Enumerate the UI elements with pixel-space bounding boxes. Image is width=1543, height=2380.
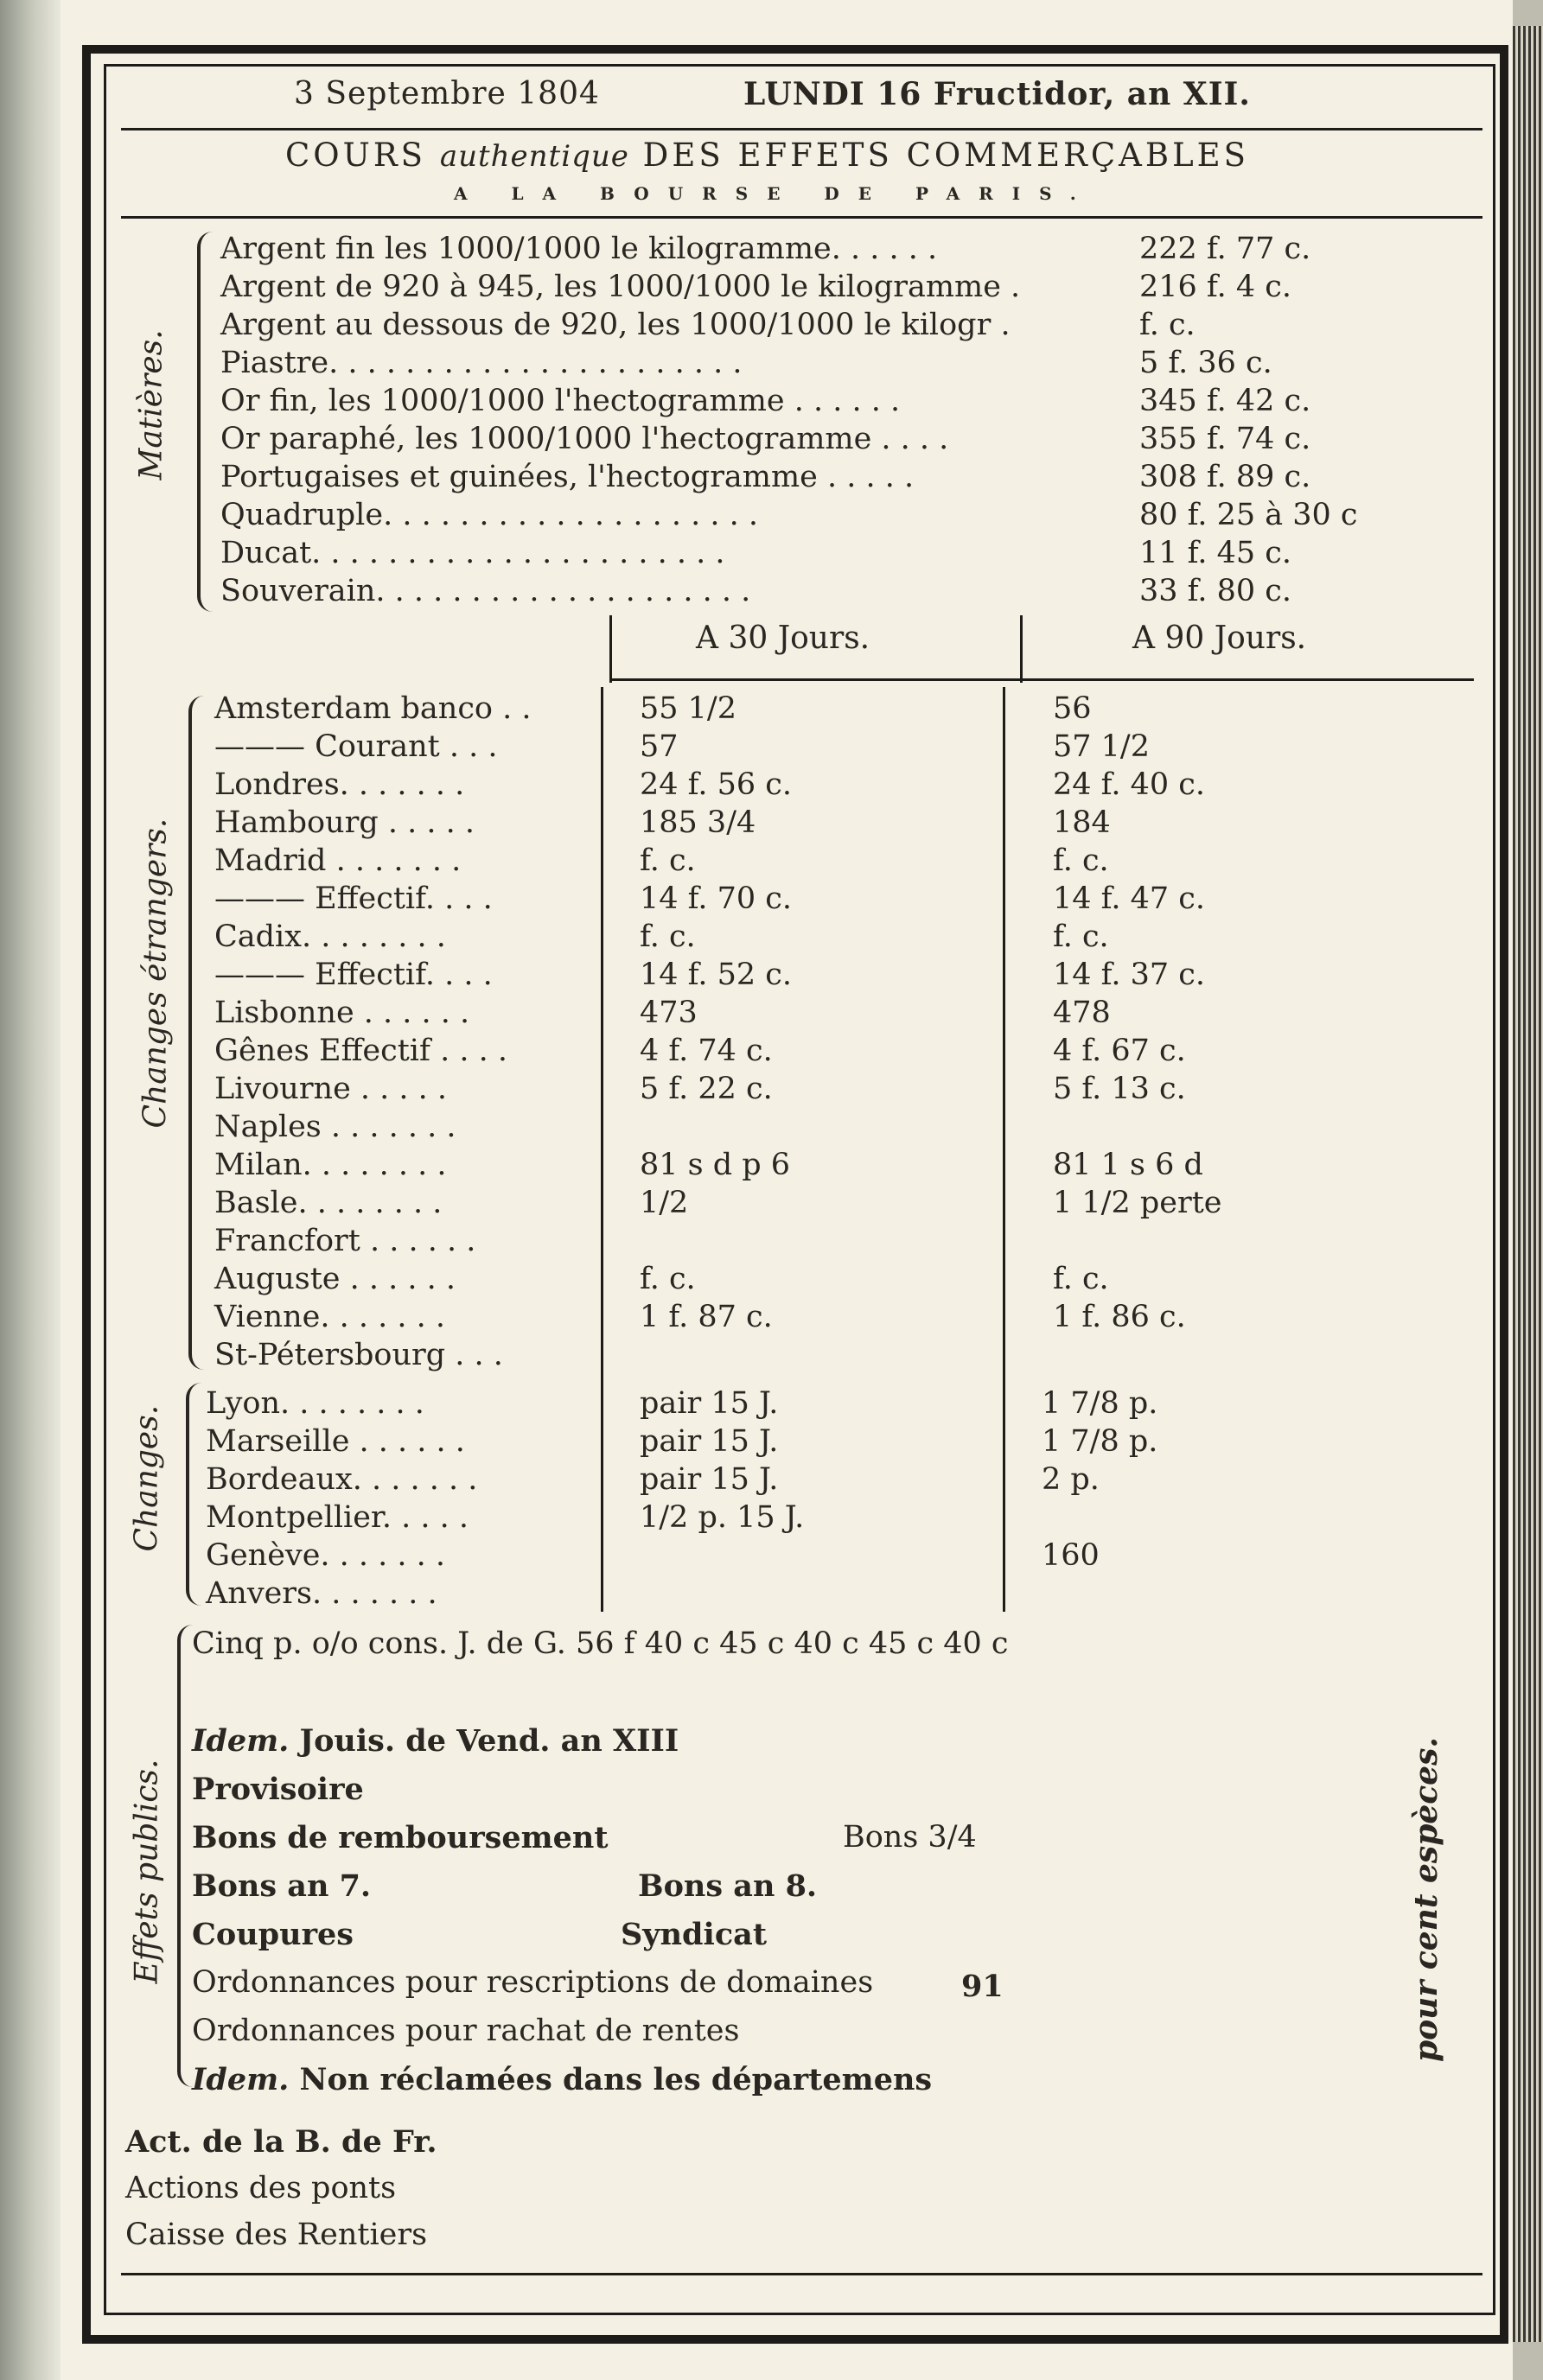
non-reclamees-text: Non réclamées dans les départemens	[299, 2062, 933, 2097]
matiere-value: 80 f. 25 à 30 c	[1139, 498, 1358, 532]
change-etranger-90j: 1 1/2 perte	[1053, 1186, 1222, 1220]
matiere-value: f. c.	[1139, 308, 1196, 342]
cinq-pour-cent: Cinq p. o/o cons. J. de G. 56 f 40 c 45 c 40 c 45 c 40 c	[192, 1626, 1009, 1661]
change-30j: pair 15 J.	[640, 1424, 779, 1459]
change-etranger-90j: 5 f. 13 c.	[1053, 1072, 1186, 1106]
idem-italic: Idem.	[192, 1723, 290, 1759]
actions-des-ponts: Actions des ponts	[125, 2171, 397, 2205]
change-etranger-30j: f. c.	[640, 843, 696, 878]
page-title	[285, 137, 1249, 174]
change-etranger-30j: 1/2	[640, 1186, 689, 1220]
provisoire: Provisoire	[192, 1772, 364, 1807]
change-etranger-90j: 24 f. 40 c.	[1053, 767, 1206, 802]
change-etranger-90j: 57 1/2	[1053, 729, 1150, 764]
idem-non-reclamees	[192, 2062, 932, 2097]
matiere-name: Argent fin les 1000/1000 le kilogramme. . . . . .	[220, 232, 938, 266]
change-etranger-30j: 14 f. 70 c.	[640, 881, 793, 916]
change-etranger-30j: 4 f. 74 c.	[640, 1034, 773, 1068]
change-etranger-place: Livourne . . . . .	[214, 1072, 448, 1106]
col-divider-top-right	[1020, 615, 1023, 683]
change-30j: pair 15 J.	[640, 1462, 779, 1497]
idem-jouissance	[192, 1723, 679, 1759]
change-90j: 1 7/8 p.	[1042, 1424, 1158, 1459]
title-word-1: COURS	[285, 137, 427, 174]
change-place: Anvers. . . . . . .	[206, 1576, 437, 1611]
date-gregorian: 3 Septembre 1804	[294, 76, 600, 111]
change-etranger-place: ——— Courant . . .	[214, 729, 498, 764]
title-italic: authentique	[439, 139, 629, 174]
change-etranger-90j: 478	[1053, 996, 1111, 1030]
change-etranger-place: Vienne. . . . . . .	[214, 1300, 445, 1334]
change-etranger-place: Londres. . . . . . .	[214, 767, 465, 802]
change-etranger-place: Francfort . . . . . .	[214, 1224, 476, 1258]
bons-an-7: Bons an 7.	[192, 1868, 372, 1904]
column-header-30: A 30 Jours.	[696, 620, 870, 656]
change-etranger-place: Cadix. . . . . . . .	[214, 920, 446, 954]
footer-rule	[121, 2273, 1482, 2275]
col-divider-top-left	[609, 615, 612, 683]
change-90j: 1 7/8 p.	[1042, 1386, 1158, 1421]
change-etranger-place: Madrid . . . . . . .	[214, 843, 462, 878]
change-place: Marseille . . . . . .	[206, 1424, 465, 1459]
change-etranger-place: Naples . . . . . . .	[214, 1110, 456, 1144]
section-label-changes-etrangers: Changes étrangers.	[137, 818, 174, 1129]
change-etranger-30j: f. c.	[640, 1262, 696, 1296]
bons-remboursement: Bons de remboursement	[192, 1820, 609, 1855]
matiere-value: 222 f. 77 c.	[1139, 232, 1311, 266]
change-etranger-30j: 5 f. 22 c.	[640, 1072, 773, 1106]
matiere-name: Portugaises et guinées, l'hectogramme . . . . .	[220, 460, 915, 494]
change-place: Bordeaux. . . . . . .	[206, 1462, 478, 1497]
col-divider-right	[1003, 687, 1005, 1612]
book-binding	[0, 0, 61, 2380]
change-etranger-90j: 14 f. 47 c.	[1053, 881, 1206, 916]
matiere-value: 11 f. 45 c.	[1139, 536, 1292, 570]
title-rule	[121, 216, 1482, 219]
matiere-name: Ducat. . . . . . . . . . . . . . . . . . . . . .	[220, 536, 725, 570]
header-rule	[121, 128, 1482, 130]
change-etranger-30j: 55 1/2	[640, 691, 736, 726]
change-etranger-90j: 184	[1053, 805, 1111, 840]
change-etranger-90j: f. c.	[1053, 920, 1109, 954]
matiere-name: Or paraphé, les 1000/1000 l'hectogramme . . . .	[220, 422, 949, 456]
change-etranger-place: Basle. . . . . . . .	[214, 1186, 443, 1220]
change-etranger-place: Amsterdam banco . .	[214, 691, 532, 726]
section-label-matieres: Matières.	[133, 329, 169, 480]
matiere-name: Quadruple. . . . . . . . . . . . . . . . . . . .	[220, 498, 758, 532]
change-etranger-place: ——— Effectif. . . .	[214, 958, 493, 992]
change-90j: 2 p.	[1042, 1462, 1100, 1497]
matiere-value: 355 f. 74 c.	[1139, 422, 1311, 456]
page-subtitle: A LA BOURSE DE PARIS.	[454, 183, 1095, 204]
change-etranger-30j: 24 f. 56 c.	[640, 767, 793, 802]
jouissance-text: Jouis. de Vend. an XIII	[299, 1723, 679, 1759]
change-etranger-30j: 473	[640, 996, 698, 1030]
change-etranger-place: Gênes Effectif . . . .	[214, 1034, 507, 1068]
matiere-name: Piastre. . . . . . . . . . . . . . . . . . . . . .	[220, 346, 743, 380]
matiere-name: Or fin, les 1000/1000 l'hectogramme . . . . . .	[220, 384, 901, 418]
title-word-2: DES EFFETS COMMERÇABLES	[642, 137, 1250, 174]
column-header-rule	[609, 678, 1474, 681]
bons-an-8: Bons an 8.	[638, 1868, 818, 1904]
actions-banque-france: Act. de la B. de Fr.	[125, 2124, 437, 2160]
change-90j: 160	[1042, 1538, 1100, 1573]
side-label-pour-cent: pour cent espèces.	[1408, 1737, 1444, 2062]
coupures: Coupures	[192, 1917, 354, 1952]
change-etranger-90j: 1 f. 86 c.	[1053, 1300, 1186, 1334]
change-etranger-90j: 14 f. 37 c.	[1053, 958, 1206, 992]
change-etranger-30j: 1 f. 87 c.	[640, 1300, 773, 1334]
change-etranger-30j: 57	[640, 729, 679, 764]
matiere-value: 33 f. 80 c.	[1139, 574, 1292, 608]
change-etranger-30j: f. c.	[640, 920, 696, 954]
matiere-value: 5 f. 36 c.	[1139, 346, 1272, 380]
ordonnances-domaines-value: 91	[961, 1969, 1004, 2004]
change-place: Lyon. . . . . . . .	[206, 1386, 424, 1421]
col-divider-left	[601, 687, 603, 1612]
brace-changes	[186, 1383, 201, 1606]
change-place: Montpellier. . . . .	[206, 1500, 469, 1535]
change-etranger-place: St-Pétersbourg . . .	[214, 1338, 503, 1372]
bons-trois-quarts: Bons 3/4	[843, 1820, 977, 1855]
page-edges	[1513, 26, 1543, 2342]
matiere-name: Argent de 920 à 945, les 1000/1000 le kilogramme .	[220, 270, 1021, 304]
change-etranger-90j: 56	[1053, 691, 1092, 726]
matiere-name: Souverain. . . . . . . . . . . . . . . . . . . .	[220, 574, 751, 608]
caisse-des-rentiers: Caisse des Rentiers	[125, 2218, 428, 2252]
change-etranger-place: Milan. . . . . . . .	[214, 1148, 447, 1182]
matiere-value: 216 f. 4 c.	[1139, 270, 1292, 304]
date-republican: LUNDI 16 Fructidor, an XII.	[743, 76, 1251, 112]
ordonnances-domaines: Ordonnances pour rescriptions de domaines	[192, 1965, 874, 2000]
change-etranger-place: Lisbonne . . . . . .	[214, 996, 470, 1030]
idem-italic-2: Idem.	[192, 2062, 290, 2097]
brace-changes-etrangers	[188, 696, 204, 1370]
section-label-changes: Changes.	[129, 1404, 165, 1552]
change-etranger-30j: 185 3/4	[640, 805, 756, 840]
section-label-effets-publics: Effets publics.	[129, 1759, 165, 1984]
change-etranger-place: ——— Effectif. . . .	[214, 881, 493, 916]
column-header-90: A 90 Jours.	[1132, 620, 1307, 656]
change-30j: pair 15 J.	[640, 1386, 779, 1421]
brace-matieres	[197, 232, 213, 612]
change-etranger-30j: 81 s d p 6	[640, 1148, 791, 1182]
change-etranger-90j: 4 f. 67 c.	[1053, 1034, 1186, 1068]
change-etranger-place: Hambourg . . . . .	[214, 805, 475, 840]
change-etranger-90j: f. c.	[1053, 843, 1109, 878]
change-etranger-90j: 81 1 s 6 d	[1053, 1148, 1203, 1182]
matiere-name: Argent au dessous de 920, les 1000/1000 le kilogr .	[220, 308, 1011, 342]
matiere-value: 345 f. 42 c.	[1139, 384, 1311, 418]
ordonnances-rentes: Ordonnances pour rachat de rentes	[192, 2014, 740, 2048]
change-etranger-30j: 14 f. 52 c.	[640, 958, 793, 992]
change-place: Genève. . . . . . .	[206, 1538, 446, 1573]
change-etranger-90j: f. c.	[1053, 1262, 1109, 1296]
syndicat: Syndicat	[621, 1917, 767, 1952]
matiere-value: 308 f. 89 c.	[1139, 460, 1311, 494]
change-etranger-place: Auguste . . . . . .	[214, 1262, 456, 1296]
change-30j: 1/2 p. 15 J.	[640, 1500, 805, 1535]
brace-effets-publics	[177, 1625, 193, 2087]
